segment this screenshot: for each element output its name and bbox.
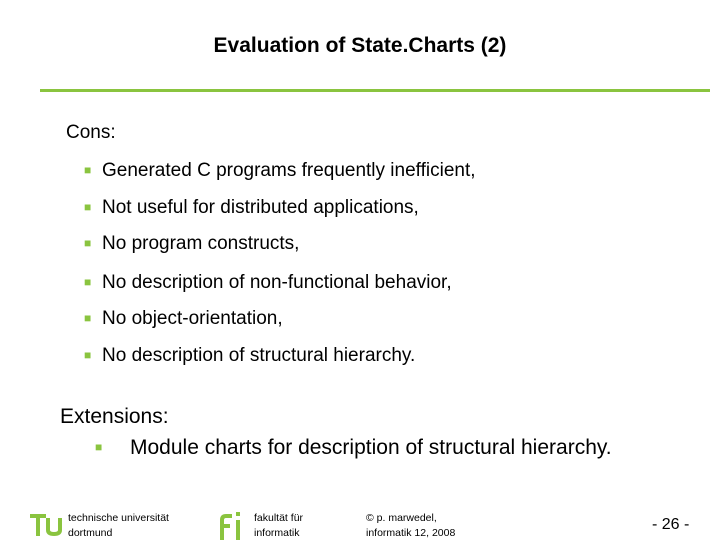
university-line1: technische universität <box>68 512 169 524</box>
page-number: - 26 - <box>652 516 690 533</box>
extensions-item-text: Module charts for description of structural hierarchy. <box>130 436 612 459</box>
fi-logo-icon <box>216 510 248 540</box>
university-line2: dortmund <box>68 527 113 539</box>
copyright-line1: © p. marwedel, <box>366 512 437 524</box>
faculty-line1: fakultät für <box>254 512 304 524</box>
tu-dortmund-logo-icon <box>30 510 66 540</box>
slide-title: Evaluation of State.Charts (2) <box>213 34 507 57</box>
square-bullet-icon: ■ <box>84 200 92 214</box>
university-name <box>68 511 169 541</box>
title-divider <box>40 89 710 92</box>
cons-item-text: No program constructs, <box>102 233 300 254</box>
copyright-line2: informatik 12, 2008 <box>366 527 456 539</box>
cons-item <box>84 197 419 219</box>
cons-item <box>84 345 415 367</box>
extensions-heading: Extensions: <box>60 405 169 428</box>
cons-item-text: Generated C programs frequently inefficient, <box>102 160 476 181</box>
cons-item-text: Not useful for distributed applications, <box>102 197 419 218</box>
faculty-name <box>254 511 303 541</box>
cons-item <box>84 160 476 182</box>
faculty-line2: informatik <box>254 527 300 539</box>
cons-item <box>84 308 283 330</box>
cons-item-text: No object-orientation, <box>102 308 283 329</box>
cons-item-text: No description of non-functional behavior, <box>102 272 452 293</box>
cons-item <box>84 233 299 255</box>
cons-item <box>84 272 452 294</box>
square-bullet-icon: ■ <box>84 163 92 177</box>
square-bullet-icon: ■ <box>95 440 103 454</box>
copyright <box>366 511 455 541</box>
square-bullet-icon: ■ <box>84 236 92 250</box>
square-bullet-icon: ■ <box>84 311 92 325</box>
square-bullet-icon: ■ <box>84 275 92 289</box>
square-bullet-icon: ■ <box>84 348 92 362</box>
cons-item-text: No description of structural hierarchy. <box>102 345 416 366</box>
extensions-item <box>95 436 612 460</box>
cons-heading: Cons: <box>66 122 116 143</box>
